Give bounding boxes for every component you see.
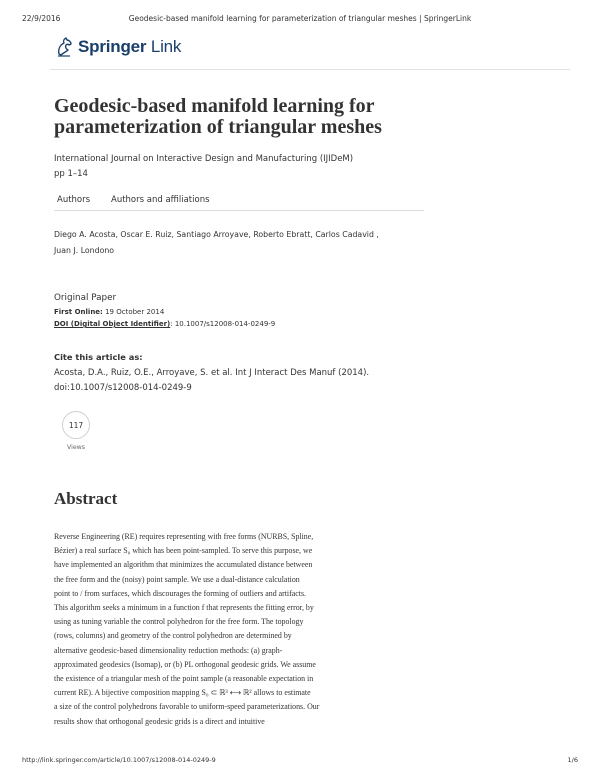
tab-authors-affiliations[interactable]: Authors and affiliations — [111, 195, 210, 205]
author-line-1[interactable]: Diego A. Acosta, Oscar E. Ruiz, Santiago Arroyave, Roberto Ebratt, Carlos Cadavid , — [54, 230, 379, 239]
article-type: Original Paper — [54, 293, 117, 303]
doi — [54, 318, 275, 330]
author-line-2[interactable]: Juan J. Londono — [54, 246, 115, 255]
abstract-line: approximated geodesics (Isomap), or (b) PL orthogonal geodesic grids. We assume — [54, 659, 316, 669]
citation-line-2: doi:10.1007/s12008-014-0249-9 — [54, 383, 192, 393]
article-meta — [54, 293, 275, 330]
tab-authors[interactable]: Authors — [57, 195, 91, 205]
print-url: http://link.springer.com/article/10.1007/s12008-014-0249-9 — [22, 756, 216, 764]
abstract-line: This algorithm seeks a minimum in a function f that represents the fitting error, by — [54, 603, 314, 613]
first-online-label: First Online: — [54, 308, 103, 316]
page-range: pp 1–14 — [54, 169, 88, 179]
brand-name-bold: Springer — [78, 37, 147, 56]
abstract-line: a size of the control polyhedrons favorable to uniform-speed parameterizations. Our — [54, 702, 320, 712]
abstract-line: current RE). A bijective composition mapping S₀ ⊂ ℝ³ ⟷ ℝ² allows to estimate — [54, 688, 311, 698]
views-label: Views — [67, 444, 85, 451]
abstract-line: Bézier) a real surface S₀ which has been point-sampled. To serve this purpose, we — [54, 546, 313, 556]
abstract-line: the free form and the (noisy) point sample. We use a dual-distance calculation — [54, 574, 300, 584]
author-list — [54, 227, 434, 259]
print-footer — [22, 756, 578, 766]
abstract-line: point to / from surfaces, which discourages the forming of outliers and artifacts. — [54, 588, 306, 598]
citation-heading: Cite this article as: — [54, 352, 143, 362]
article-title: Geodesic-based manifold learning for parameterization of triangular meshes — [54, 95, 382, 138]
abstract-line: (rows, columns) and geometry of the control polyhedron are determined by — [54, 631, 292, 641]
first-online — [54, 306, 275, 318]
abstract-line: Reverse Engineering (RE) requires representing with free forms (NURBS, Spline, — [54, 532, 314, 541]
print-document-title: Geodesic-based manifold learning for parameterization of triangular meshes | SpringerLink — [128, 14, 472, 23]
abstract-line: have implemented an algorithm that minimizes the accumulated distance between — [54, 560, 313, 570]
brand-name-light: Link — [150, 37, 182, 56]
abstract-body — [54, 530, 424, 729]
print-page-number: 1/6 — [567, 756, 578, 764]
abstract-heading: Abstract — [54, 489, 118, 508]
first-online-value: 19 October 2014 — [105, 308, 165, 316]
abstract-line: the existence of a triangular mesh of the point sample (a reasonable expectation in — [54, 674, 314, 684]
abstract-line: using as tuning variable the control polyhedron for the free form. The topology — [54, 617, 304, 627]
doi-value: : 10.1007/s12008-014-0249-9 — [170, 320, 276, 328]
authors-tabs — [54, 193, 424, 211]
citation-block — [54, 352, 454, 396]
springerlink-logo[interactable] — [55, 36, 181, 58]
views-count[interactable]: 117 — [62, 411, 90, 439]
abstract-line: alternative geodesic-based dimensionality reduction methods: (a) graph- — [54, 645, 283, 655]
site-header — [50, 30, 570, 70]
springer-horse-icon — [55, 36, 75, 58]
views-metric — [61, 411, 91, 451]
print-header — [22, 14, 578, 26]
abstract-line: results show that orthogonal geodesic grids is a direct and intuitive — [54, 716, 265, 726]
print-date: 22/9/2016 — [22, 14, 61, 23]
journal-info — [54, 152, 353, 182]
journal-name[interactable]: International Journal on Interactive Design and Manufacturing (IJIDeM) — [54, 154, 354, 164]
citation-line-1: Acosta, D.A., Ruiz, O.E., Arroyave, S. et al. Int J Interact Des Manuf (2014). — [54, 368, 370, 378]
doi-label-link[interactable]: DOI (Digital Object Identifier) — [54, 320, 171, 328]
